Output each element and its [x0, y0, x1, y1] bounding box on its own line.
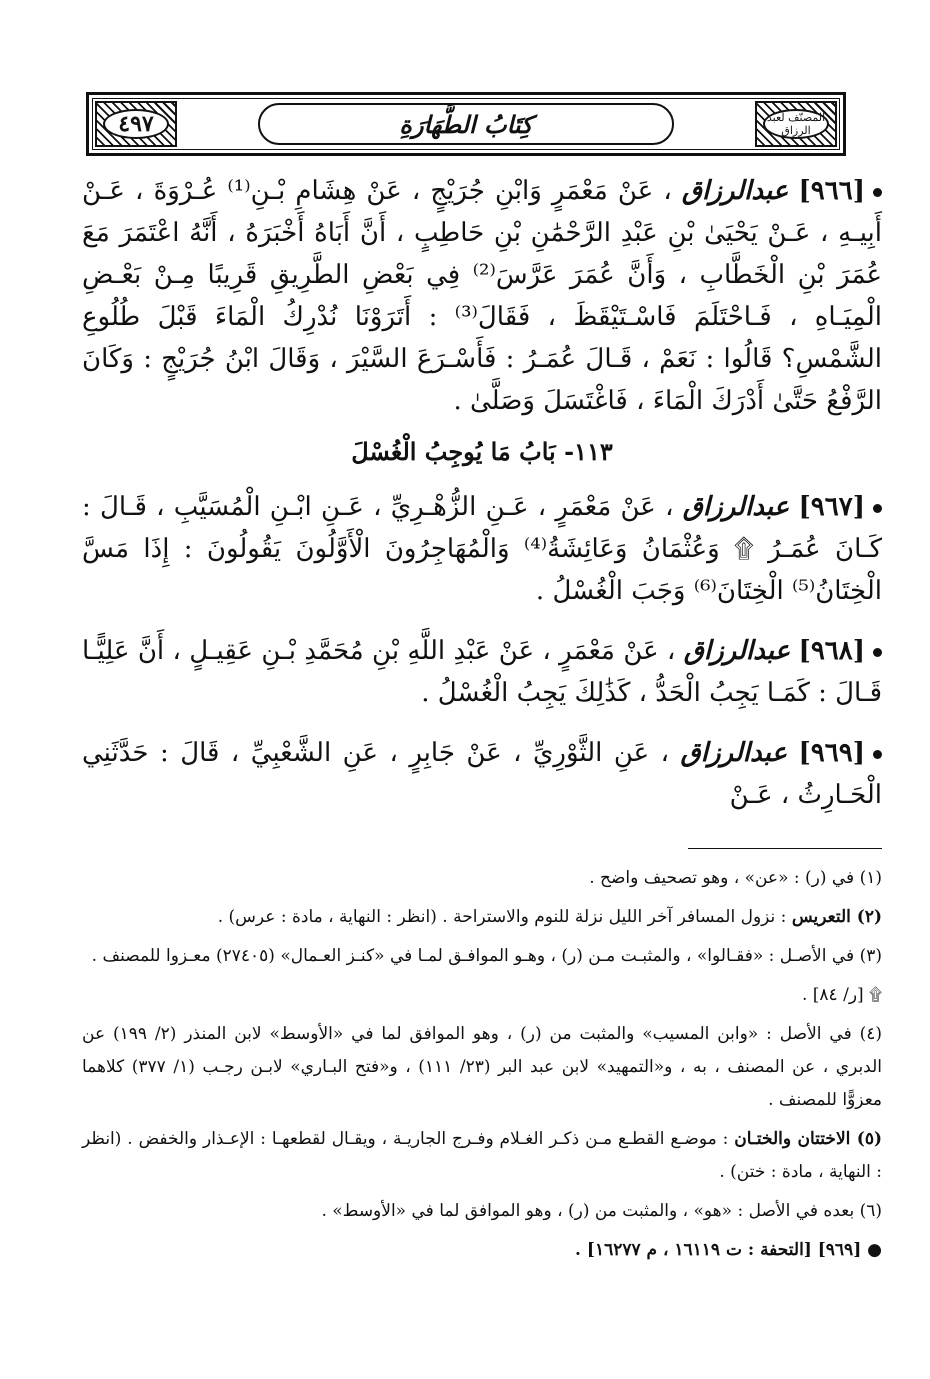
footnote-divider	[688, 848, 882, 849]
hadith-number: [٩٦٦]	[798, 176, 865, 206]
footnote-text: ● [٩٦٩] [التحفة : ت ١٦١١٩ ، م ١٦٢٧٧] .	[575, 1240, 882, 1260]
hadith-966	[82, 170, 882, 422]
chapter-title: ١١٣- بَابُ مَا يُوجِبُ الْغُسْلَ	[351, 437, 613, 466]
footnote-page-ref	[82, 979, 882, 1012]
hadith-text: ، عَنْ مَعْمَرٍ ، عَـنِ الزُّهْـرِيِّ ، عَـنِ ابْـنِ الْمُسَيَّبِ ، قَـالَ : كَـانَ عُمَـرُ ۩ وَعُثْمَانُ وَعَائِشَةُ⁽⁴⁾ وَالْمُهَاجِرُونَ الْأَوَّلُونَ يَقُولُونَ : إِذَا مَسَّ الْخِتَانُ⁽⁵⁾ الْخِتَانَ⁽⁶⁾ وَجَبَ الْغُسْلُ .	[82, 492, 882, 606]
footnote-text: : نزول المسافر آخر الليل نزلة للنوم والاستراحة . (انظر : النهاية ، مادة : عرس) .	[217, 907, 787, 927]
hadith-author: عبدالرزاق	[680, 738, 787, 768]
book-title: كِتَابُ الطَّهَارَةِ	[258, 103, 674, 145]
emblem-logo: المصنّف لعبد الرزاق	[763, 109, 829, 139]
hadith-author: عبدالرزاق	[681, 176, 789, 206]
footnote-text: (١) في (ر) : «عن» ، وهو تصحيف واضح .	[589, 868, 882, 888]
footnote-3	[82, 940, 882, 973]
footnote-text: (٦) بعده في الأصل : «هو» ، والمثبت من (ر) ، وهو الموافق لما في «الأوسط» .	[321, 1201, 882, 1221]
footnote-2	[82, 901, 882, 934]
footnote-6	[82, 1195, 882, 1228]
footnote-text: (٣) في الأصـل : «فقـالوا» ، والمثبـت مـن (ر) ، وهـو الموافـق لمـا في «كنـز العـمال» (٢٧٤٠٥) معـزوا للمصنف .	[91, 946, 882, 966]
bullet-icon	[873, 504, 882, 513]
hadith-number: [٩٦٩]	[798, 738, 866, 768]
book-emblem	[755, 101, 837, 147]
hadith-author: عبدالرزاق	[683, 636, 791, 666]
footnote-5	[82, 1123, 882, 1189]
hadith-967	[82, 486, 882, 612]
page-number-box	[95, 101, 177, 147]
footnote-term: (٢) التعريس	[791, 907, 882, 927]
bullet-icon	[873, 648, 882, 657]
page-header	[86, 92, 846, 156]
footnote-tuhfa	[82, 1234, 882, 1267]
bullet-icon	[873, 188, 882, 197]
footnote-text: (٤) في الأصل : «وابن المسيب» والمثبت من (ر) ، وهو الموافق لما في «الأوسط» لابن المنذر (٢/ ١٩٩) عن الدبري ، عن المصنف ، به ، و«التمهيد» لابن عبد البر (٢٣/ ١١١) ، و«فتح البـاري» لابـن رجـب (١/ ٣٧٧) كلاهما معزوًّا للمصنف .	[82, 1024, 883, 1110]
hadith-text: ، عَنْ مَعْمَرٍ وَابْنِ جُرَيْجٍ ، عَنْ هِشَامِ بْـنِ⁽¹⁾ عُـرْوَةَ ، عَـنْ أَبِيـهِ ، عَـنْ يَحْيَىٰ بْنِ عَبْدِ الرَّحْمَٰنِ بْنِ حَاطِبٍ ، أَنَّ أَبَاهُ أَخْبَرَهُ ، أَنَّهُ اعْتَمَرَ مَعَ عُمَرَ بْنِ الْخَطَّابِ ، وَأَنَّ عُمَرَ عَرَّسَ⁽²⁾ فِي بَعْضِ الطَّرِيقِ قَرِيبًا مِـنْ بَعْـضِ الْمِيَـاهِ ، فَـاحْتَلَمَ فَاسْـتَيْقَظَ ، فَقَالَ⁽³⁾ : أَتَرَوْنَا نُدْرِكُ الْمَاءَ قَبْلَ طُلُوعِ الشَّمْسِ؟ قَالُوا : نَعَمْ ، قَـالَ عُمَـرُ : فَأَسْـرَعَ السَّيْرَ ، وَقَالَ ابْنُ جُرَيْجٍ : وَكَانَ الرَّفْعُ حَتَّىٰ أَدْرَكَ الْمَاءَ ، فَاغْتَسَلَ وَصَلَّىٰ .	[82, 176, 882, 416]
hadith-968	[82, 630, 882, 714]
footnote-term: (٥) الاختتان والختـان	[734, 1129, 882, 1149]
bullet-icon	[873, 750, 882, 759]
hadith-number: [٩٦٨]	[798, 636, 866, 666]
hadith-text: ، عَنْ مَعْمَرٍ ، عَنْ عَبْدِ اللَّهِ بْنِ مُحَمَّدِ بْـنِ عَقِيـلٍ ، أَنَّ عَلِيًّـا قَـالَ : كَمَـا يَجِبُ الْحَدُّ ، كَذَٰلِكَ يَجِبُ الْغُسْلُ .	[82, 636, 882, 708]
main-text	[82, 170, 882, 834]
footnote-1	[82, 862, 882, 895]
footnote-text: : موضـع القطـع مـن ذكـر الغـلام وفـرج الجاريـة ، ويقـال لقطعهـا : الإعـذار والخفض . (انظر : النهاية ، مادة : ختن) .	[82, 1129, 882, 1182]
hadith-text: ، عَنِ الثَّوْرِيِّ ، عَنْ جَابِرٍ ، عَنِ الشَّعْبِيِّ ، قَالَ : حَدَّثَنِي الْحَـارِثُ ، عَـنْ	[82, 738, 882, 810]
hadith-number: [٩٦٧]	[798, 492, 865, 522]
footnote-text: ۩ [ر/ ٨٤] .	[801, 985, 882, 1005]
hadith-author: عبدالرزاق	[682, 492, 790, 522]
hadith-969	[82, 732, 882, 816]
page-number: ٤٩٧	[103, 109, 169, 139]
footnotes	[82, 862, 882, 1273]
footnote-4	[82, 1018, 882, 1117]
